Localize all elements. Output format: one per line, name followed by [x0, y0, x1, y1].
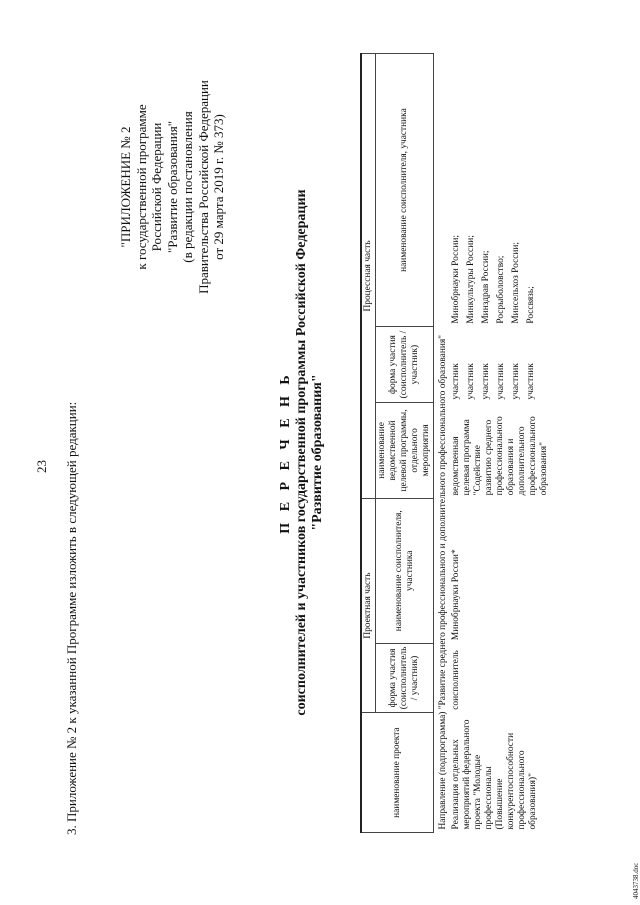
- cell-project-name: Реализация отдельных мероприятий федерального проекта "Молодые профессионалы (Повышение конкурентоспособности профессионального образования)": [451, 719, 538, 830]
- appendix-line: "Развитие образования": [164, 120, 180, 254]
- title-line-2: "Развитие образования": [310, 374, 325, 531]
- header-project-part: Проектная часть: [361, 498, 376, 712]
- cell-project-executor: Минобрнауки России*: [451, 549, 461, 641]
- cell-process-forms: [450, 327, 551, 403]
- header-dept-program: наименование ведомственной целевой программы, отдельного мероприятия: [376, 403, 434, 499]
- process-form: участник: [496, 363, 506, 400]
- intro-text: 3. Приложение № 2 к указанной Программе изложить в следующей редакции:: [64, 401, 79, 835]
- header-participation-form: форма участия (соисполнитель / участник): [376, 643, 434, 713]
- cell-dept-program: ведомственная целевая программа "Содействие развитию среднего профессионального образования и дополнительного профессионального образования": [451, 416, 549, 496]
- process-form: участник: [526, 363, 536, 400]
- appendix-line: "ПРИЛОЖЕНИЕ № 2: [118, 126, 133, 248]
- title-heading: П Е Р Е Ч Е Н Ь: [278, 371, 293, 534]
- file-id: 4043738.doc: [632, 862, 640, 899]
- direction-row: Направление (подпрограмма) "Развитие среднего профессионального и дополнительного профессионального образования": [438, 335, 448, 830]
- appendix-line: Российской Федерации: [149, 122, 164, 252]
- appendix-line: к государственной программе: [133, 104, 149, 270]
- appendix-header: [118, 57, 227, 317]
- process-executor: Россвязь;: [526, 286, 536, 324]
- cell-process-executors: [450, 54, 551, 327]
- process-executor: Росрыболовство;: [496, 255, 506, 324]
- process-form: участник: [481, 363, 491, 400]
- title-line-1: соисполнителей и участников государственной программы Российской Федерации: [294, 189, 309, 716]
- process-form: участник: [451, 363, 461, 400]
- participants-table: [360, 53, 551, 833]
- header-process-part: Процессная часть: [361, 54, 376, 499]
- header-project-name: наименование проекта: [361, 713, 434, 833]
- appendix-line: (в редакции постановления: [180, 111, 195, 263]
- process-executor: Минобрнауки России;: [451, 234, 461, 324]
- process-executor: Минздрав России;: [481, 250, 491, 324]
- appendix-line: Правительства Российской Федерации: [195, 80, 211, 294]
- cell-project-form: соисполнитель: [451, 650, 461, 710]
- process-form: участник: [511, 363, 521, 400]
- table-row: [450, 54, 551, 833]
- header-executor-name: наименование соисполнителя, участника: [376, 498, 434, 643]
- appendix-line: от 29 марта 2019 г. № 373): [211, 114, 226, 260]
- document-title: [278, 0, 326, 905]
- process-executor: Минкультуры России;: [466, 235, 476, 324]
- process-form: участник: [466, 363, 476, 400]
- header-executor-name: наименование соисполнителя, участника: [376, 54, 434, 327]
- process-executor: Минсельхоз России;: [511, 241, 521, 324]
- page-number: 23: [34, 460, 49, 473]
- header-participation-form: форма участия (соисполнитель / участник): [376, 327, 434, 403]
